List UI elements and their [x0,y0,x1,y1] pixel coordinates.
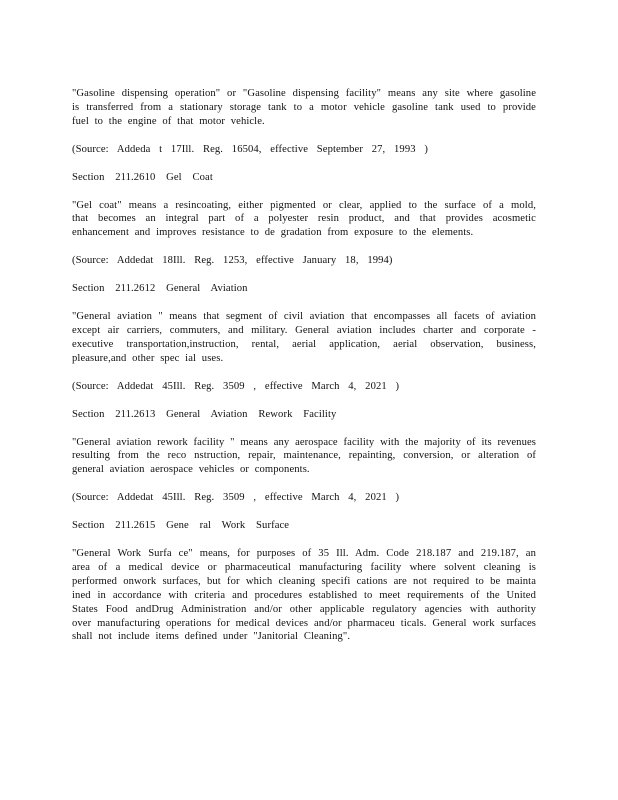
source-note-general-aviation-rework-facility: (Source: Addedat 45Ill. Reg. 3509 , effective March 4, 2021 ) [72,492,400,504]
source-note-general-aviation: (Source: Addedat 45Ill. Reg. 3509 , effective March 4, 2021 ) [72,380,400,392]
source-note-gasoline: (Source: Addeda t 17Ill. Reg. 16504, effective September 27, 1993 ) [72,143,428,155]
definition-general-work-surface: "General Work Surfa ce" means, for purposes of 35 Ill. Adm. Code 218.187 and 219.187, an area of a medical device or pharmaceutical manufacturing facility where solvent cleaning is performed onwork surfaces, but for which cleaning specifi cations are not required to be mainta ined in accordance with criteria and procedures established to meet requirements of the United States Food andDrug Administration and/or other applicable regulatory agencies with authority over manufacturing operations for medical devices and/or pharmaceu ticals. General work surfaces shall not include items defined under "Janitorial Cleaning". [72,548,536,643]
section-heading-211-2612: Section 211.2612 General Aviation [72,283,248,295]
definition-gasoline-dispensing: "Gasoline dispensing operation" or "Gasoline dispensing facility" means any site where gasoline is transferred from a stationary storage tank to a motor vehicle gasoline tank used to provide fuel to the engine of that motor vehicle. [72,88,536,127]
section-heading-211-2613: Section 211.2613 General Aviation Rework Facility [72,408,337,420]
section-heading-211-2610: Section 211.2610 Gel Coat [72,171,213,183]
definition-general-aviation-rework-facility: "General aviation rework facility " means any aerospace facility with the majority of its revenues resulting from the reco nstruction, repair, maintenance, repainting, conversion, or alteration of general aviation aerospace vehicles or components. [72,436,536,476]
definition-general-aviation: "General aviation " means that segment of civil aviation that encompasses all facets of aviation except air carriers, commuters, and military. General aviation includes charter and corporate - executive transportation,instruction, rental, aerial application, aerial observation, business, pleasure,and other spec ial uses. [72,311,536,364]
page-body [72,87,536,658]
definition-gel-coat: "Gel coat" means a resincoating, either pigmented or clear, applied to the surface of a mold, that becomes an integral part of a polyester resin product, and that provides acosmetic enhancement and improves resistance to de gradation from exposure to the elements. [72,199,536,239]
section-heading-211-2615: Section 211.2615 Gene ral Work Surface [72,520,290,532]
source-note-gel-coat: (Source: Addedat 18Ill. Reg. 1253, effective January 18, 1994) [72,255,393,267]
